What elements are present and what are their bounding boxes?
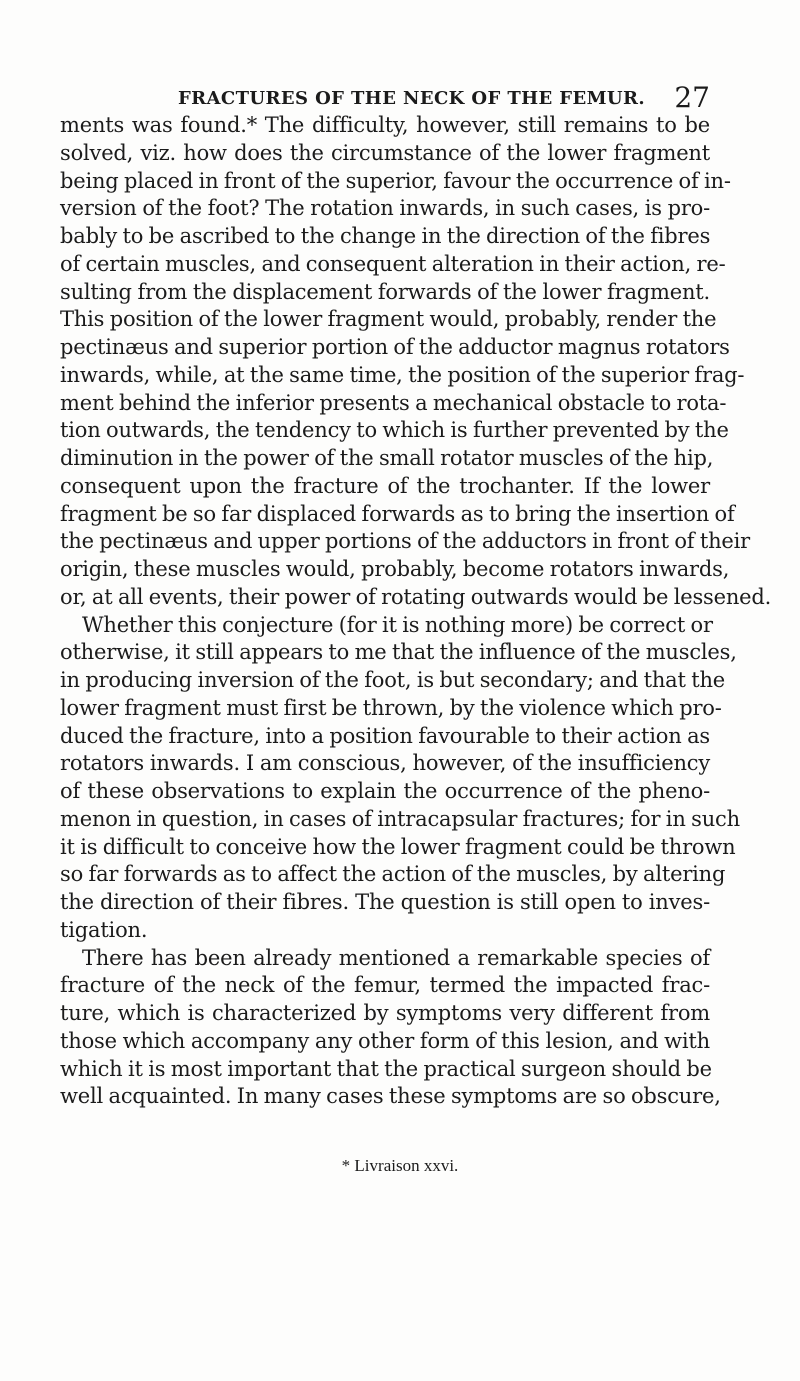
text-line: consequent upon the fracture of the trochanter. If the lower bbox=[60, 473, 710, 498]
text-line: fragment be so far displaced forwards as to bring the insertion of bbox=[60, 501, 735, 526]
text-line: so far forwards as to affect the action of the muscles, by altering bbox=[60, 862, 726, 887]
text-line: solved, viz. how does the circumstance of the lower fragment bbox=[60, 140, 710, 165]
text-line: those which accompany any other form of this lesion, and with bbox=[60, 1028, 710, 1053]
footnote: * Livraison xxvi. bbox=[341, 1156, 459, 1175]
text-line: of these observations to explain the occurrence of the pheno- bbox=[60, 779, 710, 803]
text-line: well acquainted. In many cases these symptoms are so obscure, bbox=[60, 1084, 721, 1109]
text-line: in producing inversion of the foot, is but secondary; and that the bbox=[60, 668, 725, 692]
text-line: rotators inwards. I am conscious, however, of the insufficiency bbox=[60, 751, 710, 776]
text-line: ment behind the inferior presents a mechanical obstacle to rota- bbox=[60, 390, 727, 415]
text-line: tigation. bbox=[60, 917, 148, 942]
text-line: Whether this conjecture (for it is nothing more) be correct or bbox=[82, 612, 713, 637]
text-line: version of the foot? The rotation inwards, in such cases, is pro- bbox=[60, 196, 710, 221]
text-line: lower fragment must first be thrown, by the violence which pro- bbox=[60, 695, 722, 720]
text-line: fracture of the neck of the femur, termed the impacted frac- bbox=[60, 973, 710, 998]
text-line: the direction of their fibres. The question is still open to inves- bbox=[60, 890, 710, 914]
running-head: FRACTURES OF THE NECK OF THE FEMUR. bbox=[178, 88, 646, 109]
text-line: ments was found.* The difficulty, however, still remains to be bbox=[60, 113, 710, 137]
text-line: it is difficult to conceive how the lower fragment could be thrown bbox=[60, 834, 736, 859]
text-line: origin, these muscles would, probably, become rotators inwards, bbox=[60, 557, 730, 581]
text-line: or, at all events, their power of rotating outwards would be lessened. bbox=[60, 584, 772, 609]
text-line: of certain muscles, and consequent alteration in their action, re- bbox=[60, 251, 726, 276]
text-line: inwards, while, at the same time, the position of the superior frag- bbox=[60, 362, 745, 387]
text-line: sulting from the displacement forwards of the lower fragment. bbox=[60, 279, 710, 304]
text-line: being placed in front of the superior, favour the occurrence of in- bbox=[60, 168, 731, 193]
body-text bbox=[60, 112, 772, 1111]
page-number: 27 bbox=[674, 81, 710, 114]
text-line: the pectinæus and upper portions of the adductors in front of their bbox=[60, 529, 750, 554]
text-line: There has been already mentioned a remarkable species of bbox=[82, 945, 710, 970]
text-line: pectinæus and superior portion of the adductor magnus rotators bbox=[60, 335, 730, 359]
text-line: otherwise, it still appears to me that the influence of the muscles, bbox=[60, 640, 737, 665]
text-line: which it is most important that the practical surgeon should be bbox=[60, 1056, 712, 1081]
text-line: This position of the lower fragment would, probably, render the bbox=[60, 307, 717, 332]
text-line: bably to be ascribed to the change in the direction of the fibres bbox=[60, 224, 711, 248]
text-line: menon in question, in cases of intracapsular fractures; for in such bbox=[60, 806, 740, 831]
text-line: diminution in the power of the small rotator muscles of the hip, bbox=[60, 446, 714, 470]
text-line: ture, which is characterized by symptoms very different from bbox=[60, 1001, 710, 1025]
text-line: tion outwards, the tendency to which is further prevented by the bbox=[60, 418, 729, 443]
text-line: duced the fracture, into a position favourable to their action as bbox=[60, 723, 710, 748]
